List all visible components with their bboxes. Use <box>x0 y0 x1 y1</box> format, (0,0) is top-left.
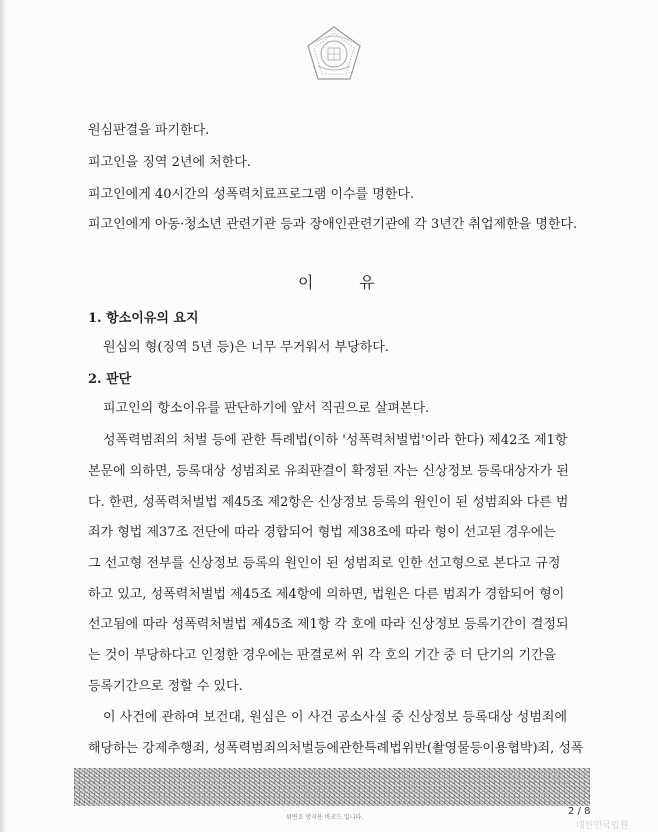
section-2-line-7: 하고 있고, 성폭력처벌법 제45조 제4항에 의하면, 법원은 다른 범죄가 경합되어 형이 <box>88 587 565 602</box>
barcode-note: 위변조 방지용 바코드 입니다. <box>286 814 364 821</box>
section-2-line-5: 죄가 형법 제37조 전단에 따라 경합되어 형법 제38조에 따라 형이 선고된 경우에는 <box>88 525 556 540</box>
section-2-line-9: 는 것이 부당하다고 인정한 경우에는 판결로써 위 각 호의 기간 중 더 단기의 기간을 <box>88 648 557 663</box>
section-2-line-1: 피고인의 항소이유를 판단하기에 앞서 직권으로 살펴본다. <box>103 401 430 416</box>
page-number: 2 / 8 <box>568 806 591 817</box>
court-watermark: 대한민국법원 <box>576 821 629 831</box>
section-1-title: 1. 항소이유의 요지 <box>88 311 199 326</box>
reasons-heading: 이 유 <box>298 273 375 292</box>
scan-edge-shadow <box>0 0 6 832</box>
order-line-3: 피고인에게 40시간의 성폭력치료프로그램 이수를 명한다. <box>88 187 415 202</box>
section-2-line-12: 해당하는 강제추행죄, 성폭력범죄의처벌등에관한특례법위반(촬영물등이용협박)죄, 성폭 <box>88 741 584 756</box>
section-2-title: 2. 판단 <box>88 372 132 387</box>
section-2-line-10: 등록기간으로 정할 수 있다. <box>88 679 243 694</box>
order-line-4: 피고인에게 아동·청소년 관련기관 등과 장애인관련기관에 각 3년간 취업제한을 명한다. <box>88 217 578 232</box>
section-1-text: 원심의 형(징역 5년 등)은 너무 무거워서 부당하다. <box>103 340 389 355</box>
section-2-line-8: 선고됨에 따라 성폭력처벌법 제45조 제1항 각 호에 따라 신상정보 등록기간이 결정되 <box>88 617 569 632</box>
section-2-line-6: 그 선고형 전부를 신상정보 등록의 원인이 된 성범죄로 인한 선고형으로 본다고 규정 <box>88 556 561 571</box>
section-2-line-3: 본문에 의하면, 등록대상 성범죄로 유죄판결이 확정된 자는 신상정보 등록대상자가 된 <box>88 464 569 479</box>
section-2-line-4: 다. 한편, 성폭력처벌법 제45조 제2항은 신상정보 등록의 원인이 된 성범죄와 다른 범 <box>88 495 569 510</box>
order-line-2: 피고인을 징역 2년에 처한다. <box>88 155 251 170</box>
section-2-line-2: 성폭력범죄의 처벌 등에 관한 특례법(이하 '성폭력처벌법'이라 한다) 제42조 제1항 <box>103 433 568 448</box>
section-2-line-11: 이 사건에 관하여 보건대, 원심은 이 사건 공소사실 중 신상정보 등록대상 성범죄에 <box>103 710 568 725</box>
court-emblem-icon <box>304 24 364 84</box>
anti-forgery-barcode <box>74 768 590 806</box>
order-line-1: 원심판결을 파기한다. <box>88 123 210 138</box>
